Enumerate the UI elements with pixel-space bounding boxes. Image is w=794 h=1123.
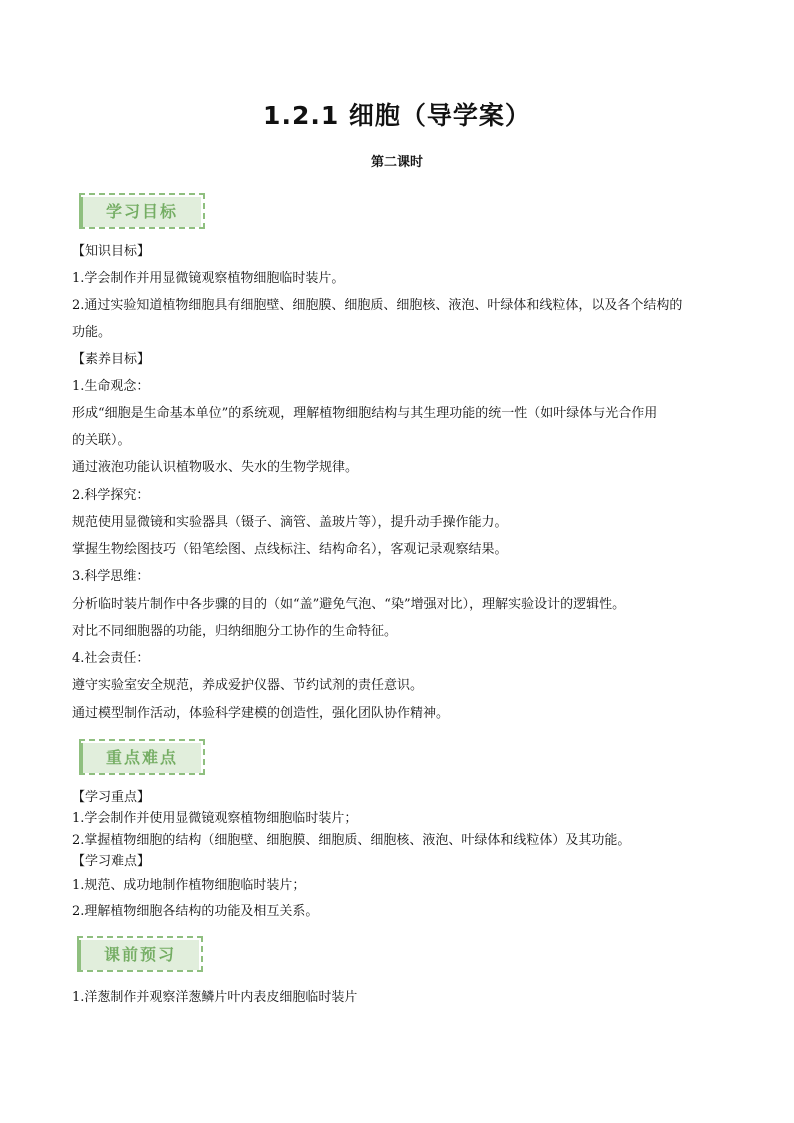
document-title: 1.2.1 细胞（导学案）: [263, 101, 531, 130]
focus-header: 【学习重点】: [72, 790, 151, 805]
section-title: 重点难点: [105, 748, 178, 767]
knowledge-goal-1: 1.学会制作并用显微镜观察植物细胞临时装片。: [72, 271, 345, 286]
literacy-goal-4-text: 遵守实验室安全规范，养成爱护仪器、节约试剂的责任意识。: [72, 678, 424, 693]
section-badge-preview: [77, 936, 201, 970]
knowledge-goals-header: 【知识目标】: [72, 244, 151, 259]
difficulty-item-1: 1.规范、成功地制作植物细胞临时装片；: [72, 878, 306, 893]
document-subtitle: 第二课时: [370, 155, 423, 170]
knowledge-goal-2: 2.通过实验知道植物细胞具有细胞壁、细胞膜、细胞质、细胞核、液泡、叶绿体和线粒体，以及各个结构的: [72, 298, 683, 313]
preview-item-1: 1.洋葱制作并观察洋葱鳞片叶内表皮细胞临时装片: [72, 990, 358, 1005]
knowledge-goal-2-cont: 功能。: [72, 325, 112, 340]
literacy-goal-3-text: 分析临时装片制作中各步骤的目的（如“盖”避免气泡、“染”增强对比），理解实验设计的逻辑性。: [72, 597, 626, 612]
literacy-goal-1-text: 形成“细胞是生命基本单位”的系统观，理解植物细胞结构与其生理功能的统一性（如叶绿体与光合作用: [72, 406, 658, 421]
literacy-goal-2: 2.科学探究：: [72, 488, 150, 503]
literacy-goal-1-text-2: 通过液泡功能认识植物吸水、失水的生物学规律。: [72, 460, 359, 475]
literacy-goal-1: 1.生命观念：: [72, 379, 150, 394]
literacy-goal-3-text-2: 对比不同细胞器的功能，归纳细胞分工协作的生命特征。: [72, 624, 398, 639]
section-badge-learning-goals: [79, 193, 203, 227]
focus-item-2: 2.掌握植物细胞的结构（细胞壁、细胞膜、细胞质、细胞核、液泡、叶绿体和线粒体）及其功能。: [72, 833, 631, 848]
literacy-goal-2-text-2: 掌握生物绘图技巧（铅笔绘图、点线标注、结构命名），客观记录观察结果。: [72, 542, 508, 557]
section-badge-key-points: [79, 739, 203, 773]
section-title: 学习目标: [105, 202, 178, 221]
focus-item-1: 1.学会制作并使用显微镜观察植物细胞临时装片；: [72, 811, 358, 826]
section-title: 课前预习: [103, 945, 176, 964]
literacy-goal-4: 4.社会责任：: [72, 651, 150, 666]
difficulty-item-2: 2.理解植物细胞各结构的功能及相互关系。: [72, 904, 319, 919]
literacy-goal-4-text-2: 通过模型制作活动，体验科学建模的创造性，强化团队协作精神。: [72, 706, 450, 721]
literacy-goal-2-text: 规范使用显微镜和实验器具（镊子、滴管、盖玻片等），提升动手操作能力。: [72, 515, 508, 530]
literacy-goals-header: 【素养目标】: [72, 352, 151, 367]
literacy-goal-3: 3.科学思维：: [72, 569, 150, 584]
literacy-goal-1-text-cont: 的关联）。: [72, 433, 131, 448]
difficulty-header: 【学习难点】: [72, 854, 151, 869]
